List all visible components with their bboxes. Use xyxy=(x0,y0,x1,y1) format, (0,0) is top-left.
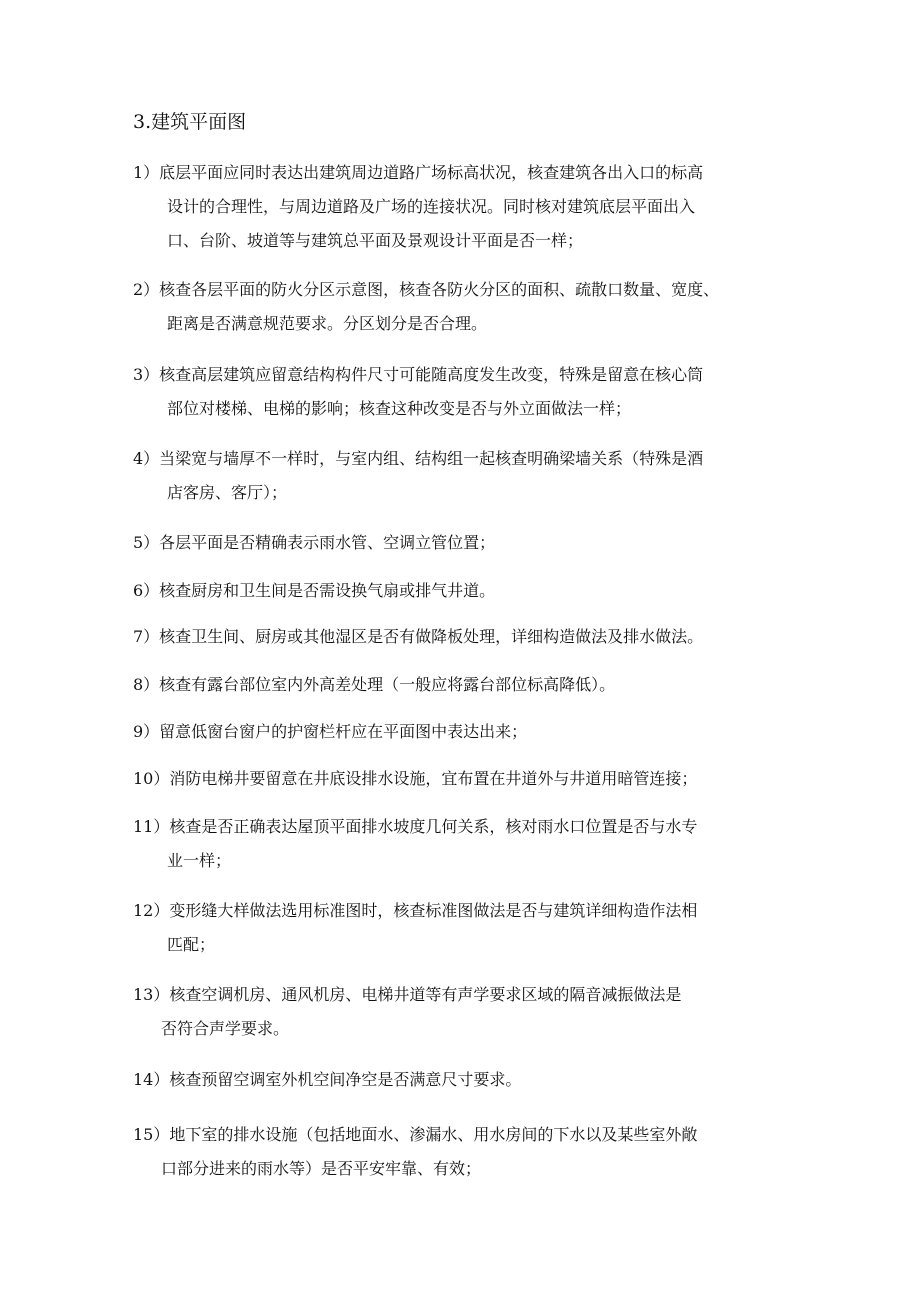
list-item-8 xyxy=(133,668,793,702)
list-item-line: 否符合声学要求。 xyxy=(161,1019,290,1038)
list-item-line: 6）核查厨房和卫生间是否需设换气扇或排气井道。 xyxy=(133,581,496,600)
list-item-12 xyxy=(133,894,793,962)
section-heading: 3.建筑平面图 xyxy=(133,111,247,133)
list-item-line: 7）核查卫生间、厨房或其他湿区是否有做降板处理，详细构造做法及排水做法。 xyxy=(133,627,704,646)
list-item-line: 部位对楼梯、电梯的影响；核查这种改变是否与外立面做法一样； xyxy=(167,399,632,418)
list-item-11 xyxy=(133,810,793,878)
list-item-5 xyxy=(133,526,793,560)
list-item-15 xyxy=(133,1118,793,1186)
list-item-6 xyxy=(133,574,793,608)
list-item-3 xyxy=(133,358,793,426)
list-item-line: 9）留意低窗台窗户的护窗栏杆应在平面图中表达出来； xyxy=(133,722,528,741)
list-item-line: 匹配； xyxy=(167,935,216,954)
list-item-line: 15）地下室的排水设施（包括地面水、渗漏水、用水房间的下水以及某些室外敞 xyxy=(133,1125,698,1144)
list-item-line: 13）核查空调机房、通风机房、电梯井道等有声学要求区域的隔音减振做法是 xyxy=(133,985,682,1004)
list-item-10 xyxy=(133,762,793,796)
list-item-4 xyxy=(133,442,793,510)
list-item-13 xyxy=(133,978,793,1046)
list-item-line: 3）核查高层建筑应留意结构构件尺寸可能随高度发生改变，特殊是留意在核心筒 xyxy=(133,365,704,384)
list-item-line: 5）各层平面是否精确表示雨水管、空调立管位置； xyxy=(133,533,496,552)
list-item-line: 口部分进来的雨水等）是否平安牢靠、有效； xyxy=(161,1159,482,1178)
list-item-line: 12）变形缝大样做法选用标准图时，核查标准图做法是否与建筑详细构造作法相 xyxy=(133,901,698,920)
list-item-line: 店客房、客厅）； xyxy=(167,483,288,502)
list-item-line: 设计的合理性，与周边道路及广场的连接状况。同时核对建筑底层平面出入 xyxy=(167,197,696,216)
list-item-2 xyxy=(133,273,793,341)
list-item-9 xyxy=(133,715,793,749)
list-item-7 xyxy=(133,620,793,654)
list-item-line: 2）核查各层平面的防火分区示意图，核查各防火分区的面积、疏散口数量、宽度、 xyxy=(133,280,720,299)
list-item-line: 10）消防电梯井要留意在井底设排水设施，宜布置在井道外与井道用暗管连接； xyxy=(133,769,698,788)
list-item-line: 1）底层平面应同时表达出建筑周边道路广场标高状况，核查建筑各出入口的标高 xyxy=(133,163,704,182)
list-item-14 xyxy=(133,1063,793,1097)
list-item-line: 业一样； xyxy=(167,851,232,870)
list-item-line: 口、台阶、坡道等与建筑总平面及景观设计平面是否一样； xyxy=(167,231,584,250)
list-item-line: 4）当梁宽与墙厚不一样时，与室内组、结构组一起核查明确梁墙关系（特殊是酒 xyxy=(133,449,704,468)
list-item-line: 11）核查是否正确表达屋顶平面排水坡度几何关系，核对雨水口位置是否与水专 xyxy=(133,817,698,836)
list-item-line: 14）核查预留空调室外机空间净空是否满意尺寸要求。 xyxy=(133,1070,522,1089)
list-item-1 xyxy=(133,156,793,258)
list-item-line: 8）核查有露台部位室内外高差处理（一般应将露台部位标高降低）。 xyxy=(133,675,616,694)
list-item-line: 距离是否满意规范要求。分区划分是否合理。 xyxy=(167,314,488,333)
